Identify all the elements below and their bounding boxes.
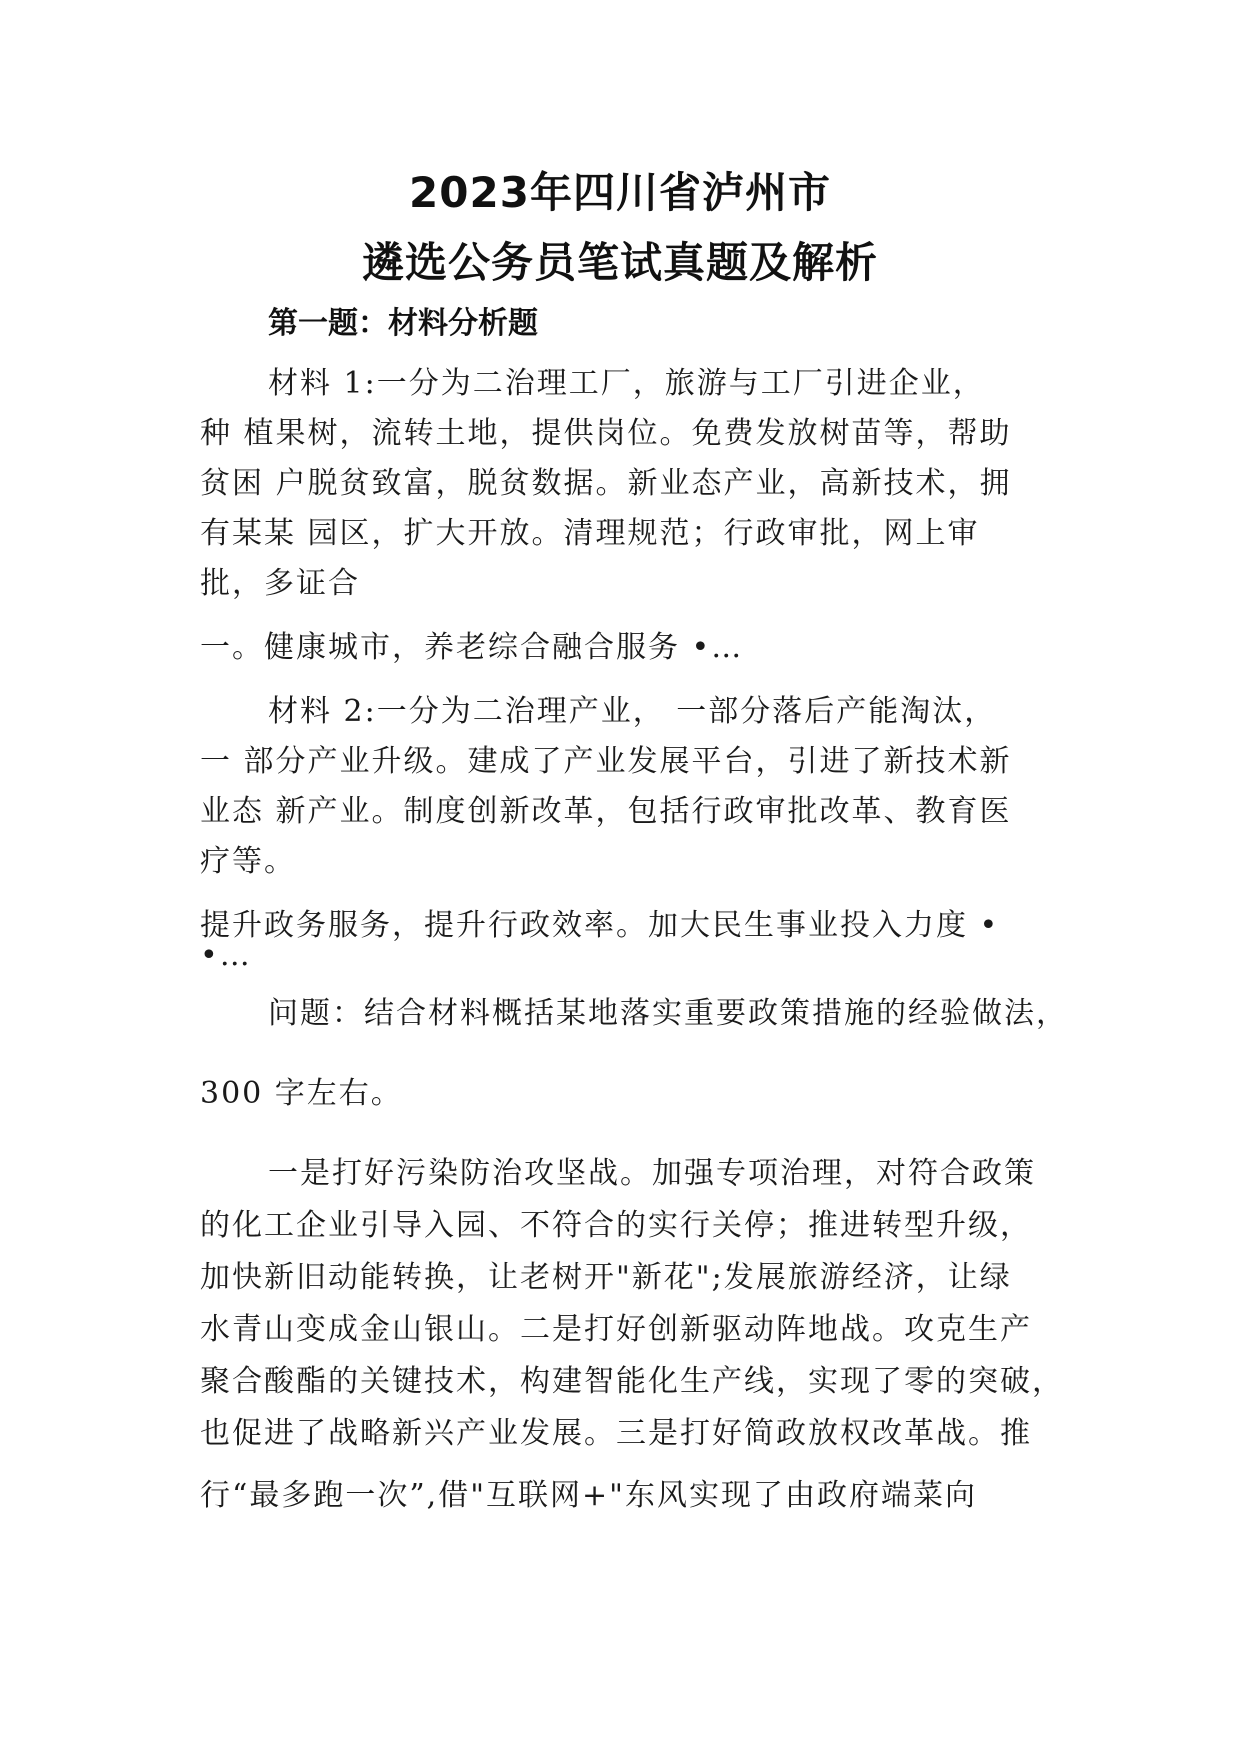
answer-line: 聚合酸酯的关键技术，构建智能化生产线，实现了零的突破，: [200, 1364, 1064, 1399]
material2-continuation: 提升政务服务，提升行政效率。加大民生事业投入力度 •: [200, 908, 1000, 943]
answer-line: 水青山变成金山银山。二是打好创新驱动阵地战。攻克生产: [200, 1312, 1032, 1347]
material1-line: 批，多证合: [200, 566, 360, 601]
section-heading: 第一题：材料分析题: [268, 306, 538, 341]
answer-line: 的化工企业引导入园、不符合的实行关停；推进转型升级，: [200, 1208, 1032, 1243]
material2-line: 疗等。: [200, 844, 296, 879]
material1-line: 贫困 户脱贫致富，脱贫数据。新业态产业，高新技术，拥: [200, 466, 1012, 501]
document-title-line1: 2023年四川省泸州市: [409, 168, 831, 217]
answer-line: 一是打好污染防治攻坚战。加强专项治理，对符合政策: [268, 1156, 1036, 1191]
question-line: 问题：结合材料概括某地落实重要政策措施的经验做法，: [268, 996, 1068, 1031]
material2-line: 材料 2:一分为二治理产业， 一部分落后产能淘汰，: [268, 694, 997, 729]
material2-line: 业态 新产业。制度创新改革，包括行政审批改革、教育医: [200, 794, 1012, 829]
material1-line: 种 植果树，流转土地，提供岗位。免费发放树苗等，帮助: [200, 416, 1012, 451]
material2-continuation: •…: [200, 938, 252, 973]
material1-line: 有某某 园区，扩大开放。清理规范；行政审批，网上审: [200, 516, 980, 551]
material2-line: 一 部分产业升级。建成了产业发展平台，引进了新技术新: [200, 744, 1012, 779]
question-line: 300 字左右。: [200, 1076, 403, 1111]
document-title-line2: 遴选公务员笔试真题及解析: [361, 238, 878, 287]
answer-line: 行“最多跑一次”,借"互联网+"东风实现了由政府端菜向: [200, 1478, 977, 1513]
answer-line: 也促进了战略新兴产业发展。三是打好简政放权改革战。推: [200, 1416, 1032, 1451]
material1-line: 材料 1:一分为二治理工厂，旅游与工厂引进企业，: [268, 366, 985, 401]
answer-line: 加快新旧动能转换，让老树开"新花";发展旅游经济，让绿: [200, 1260, 1012, 1295]
material1-continuation: 一。健康城市，养老综合融合服务 •…: [200, 630, 744, 665]
